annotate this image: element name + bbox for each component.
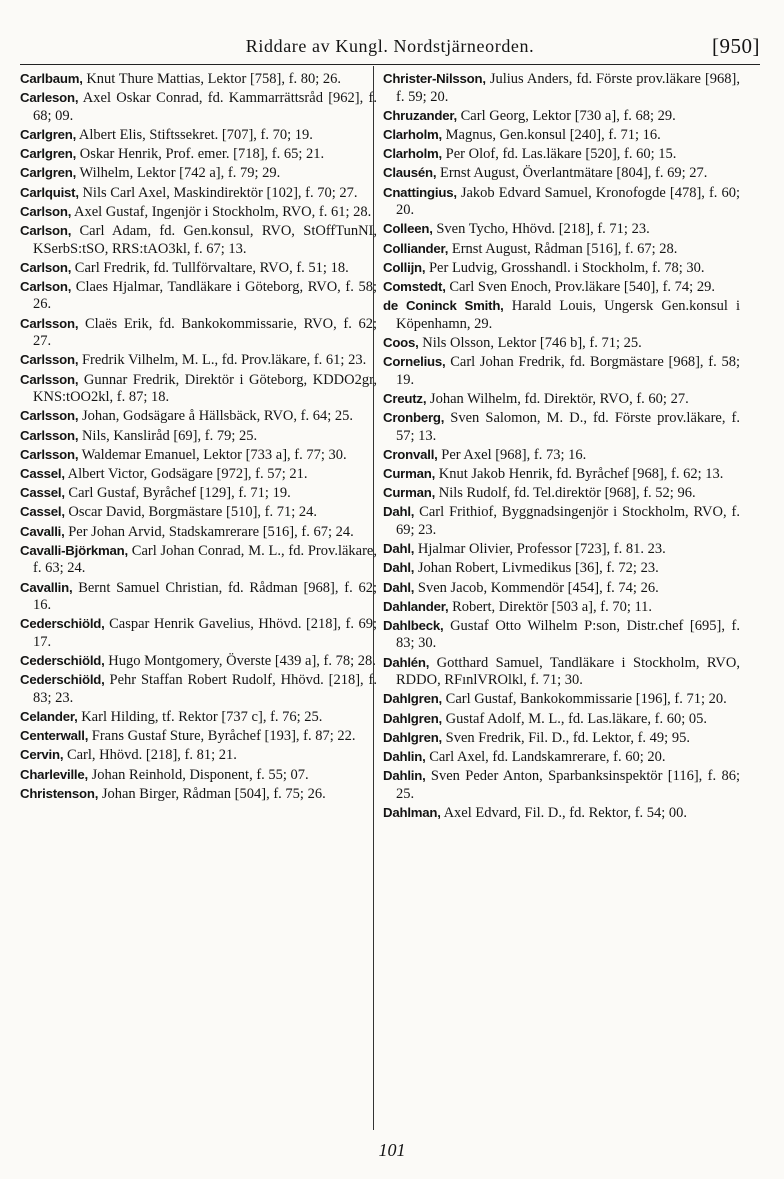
entry-details: Fredrik Vilhelm, M. L., fd. Prov.läkare, f. 61; 23.	[78, 352, 367, 369]
entry-details: Carl Johan Conrad, M. L., fd. Prov.läkare, f. 63; 24.	[33, 542, 377, 577]
register-entry	[20, 203, 377, 222]
register-entry	[383, 240, 740, 259]
register-entry	[20, 70, 377, 89]
entry-details: Magnus, Gen.konsul [240], f. 71; 16.	[442, 126, 661, 143]
entry-surname: Dahlgren,	[383, 691, 443, 707]
entry-details: Oscar David, Borgmästare [510], f. 71; 24.	[64, 504, 318, 521]
register-entry	[383, 598, 740, 617]
register-entry	[383, 220, 740, 239]
register-entry	[383, 484, 740, 503]
register-entry	[20, 766, 377, 785]
entry-surname: Dahl,	[383, 541, 415, 557]
entry-details: Frans Gustaf Sture, Byråchef [193], f. 87; 22.	[88, 728, 356, 745]
entry-surname: Carlsson,	[20, 371, 79, 387]
entry-details: Ernst August, Rådman [516], f. 67; 28.	[448, 240, 678, 257]
register-entry	[20, 671, 377, 707]
entry-details: Axel Gustaf, Ingenjör i Stockholm, RVO, f. 61; 28.	[71, 203, 372, 220]
entry-surname: Dahl,	[383, 579, 415, 595]
entry-surname: Chruzander,	[383, 107, 458, 123]
entry-details: Julius Anders, fd. Förste prov.läkare [968], f. 59; 20.	[396, 71, 740, 105]
entry-surname: Cavalli-Björkman,	[20, 542, 128, 558]
entry-details: Albert Victor, Godsägare [972], f. 57; 21.	[64, 465, 308, 482]
page-number: 101	[378, 1140, 406, 1160]
entry-details: Waldemar Emanuel, Lektor [733 a], f. 77; 30.	[78, 446, 347, 463]
register-entry	[20, 427, 377, 446]
entry-surname: Cederschiöld,	[20, 616, 105, 632]
register-entry	[383, 164, 740, 183]
register-entry	[20, 164, 377, 183]
entry-details: Knut Thure Mattias, Lektor [758], f. 80; 26.	[82, 71, 341, 87]
entry-details: Gustaf Otto Wilhelm P:son, Distr.chef [695], f. 83; 30.	[396, 617, 740, 652]
entry-details: Axel Edvard, Fil. D., fd. Rektor, f. 54; 00.	[440, 804, 688, 821]
register-entry	[383, 579, 740, 598]
entry-details: Ernst August, Överlantmätare [804], f. 69; 27.	[436, 165, 708, 182]
register-entry	[383, 390, 740, 409]
entry-surname: Coos,	[383, 334, 419, 350]
entry-surname: Carlgren,	[20, 146, 77, 162]
register-entry	[383, 767, 740, 803]
entry-surname: Cronvall,	[383, 446, 438, 462]
entry-surname: Dahlin,	[383, 749, 426, 764]
right-column	[383, 70, 740, 823]
register-entry	[383, 748, 740, 767]
register-entry	[20, 222, 377, 258]
entry-details: Carl Georg, Lektor [730 a], f. 68; 29.	[457, 107, 676, 124]
register-entry	[20, 746, 377, 765]
entry-details: Johan Wilhelm, fd. Direktör, RVO, f. 60; 27.	[426, 390, 689, 407]
entry-surname: Curman,	[383, 485, 436, 501]
entry-details: Karl Hilding, tf. Rektor [737 c], f. 76; 25.	[77, 709, 323, 726]
entry-surname: Carlson,	[20, 203, 72, 219]
entry-details: Nils Rudolf, fd. Tel.direktör [968], f. 52; 96.	[435, 485, 696, 502]
register-entry	[383, 465, 740, 484]
register-entry	[20, 542, 377, 578]
register-entry	[383, 70, 740, 106]
entry-surname: Clausén,	[383, 165, 437, 181]
column-divider	[373, 66, 374, 1130]
entry-details: Sven Salomon, M. D., fd. Förste prov.läkare, f. 57; 13.	[396, 410, 740, 444]
entry-surname: Carlsson,	[20, 446, 79, 462]
register-entry	[20, 727, 377, 746]
entry-details: Carl Johan Fredrik, fd. Borgmästare [968], f. 58; 19.	[396, 354, 740, 388]
register-entry	[20, 351, 377, 370]
entry-surname: Centerwall,	[20, 728, 89, 744]
entry-surname: Carlsson,	[20, 352, 79, 368]
register-entry	[383, 126, 740, 145]
entry-surname: Dahlén,	[383, 654, 430, 670]
entry-details: Gunnar Fredrik, Direktör i Göteborg, KDDO2gr, KNS:tOO2kl, f. 87; 18.	[33, 371, 377, 406]
register-entry	[383, 690, 740, 709]
entry-details: Gustaf Adolf, M. L., fd. Las.läkare, f. 60; 05.	[442, 710, 708, 727]
register-entry	[383, 710, 740, 729]
entry-surname: Carlson,	[20, 259, 72, 275]
entry-surname: Carlquist,	[20, 184, 79, 200]
entry-details: Caspar Henrik Gavelius, Hhövd. [218], f. 69; 17.	[33, 616, 377, 650]
entry-surname: Cnattingius,	[383, 184, 457, 200]
register-entry	[383, 259, 740, 278]
entry-details: Bernt Samuel Christian, fd. Rådman [968], f. 62; 16.	[33, 579, 377, 614]
entry-surname: Dahlander,	[383, 598, 449, 614]
entry-details: Per Ludvig, Grosshandl. i Stockholm, f. 78; 30.	[425, 259, 705, 276]
register-entry	[20, 615, 377, 651]
entry-details: Sven Peder Anton, Sparbanksinspektör [116], f. 86; 25.	[396, 768, 740, 802]
entry-surname: Carlsson,	[20, 408, 79, 424]
entry-surname: Christenson,	[20, 785, 99, 801]
page-header	[20, 34, 760, 60]
entry-surname: Carlsson,	[20, 315, 79, 331]
left-column	[20, 70, 377, 804]
entry-details: Gotthard Samuel, Tandläkare i Stockholm, RVO, RDDO, RFınlVROlkl, f. 71; 30.	[396, 654, 740, 689]
entry-details: Carl Gustaf, Byråchef [129], f. 71; 19.	[64, 485, 291, 502]
entry-surname: Carlson,	[20, 278, 72, 294]
entry-details: Nils Carl Axel, Maskindirektör [102], f. 70; 27.	[78, 184, 358, 201]
register-entry	[383, 409, 740, 445]
entry-details: Jakob Edvard Samuel, Kronofogde [478], f. 60; 20.	[396, 184, 740, 219]
entry-details: Pehr Staffan Robert Rudolf, Hhövd. [218], f. 83; 23.	[33, 672, 377, 706]
entry-details: Carl Frithiof, Byggnadsingenjör i Stockholm, RVO, f. 69; 23.	[396, 504, 740, 538]
register-entry	[20, 184, 377, 203]
entry-details: Harald Louis, Ungersk Gen.konsul i Köpenhamn, 29.	[396, 298, 741, 332]
register-entry	[383, 353, 740, 389]
entry-details: Albert Elis, Stiftssekret. [707], f. 70; 19.	[76, 126, 313, 143]
entry-details: Carl Adam, fd. Gen.konsul, RVO, StOffTunNI, KSerbS:tSO, RRS:tAO3kl, f. 67; 13.	[33, 222, 377, 257]
entry-surname: Cassel,	[20, 504, 65, 520]
register-entry	[20, 579, 377, 615]
entry-surname: Dahlbeck,	[383, 617, 444, 633]
entry-details: Johan Reinhold, Disponent, f. 55; 07.	[87, 766, 309, 783]
register-entry	[20, 785, 377, 804]
entry-surname: Colliander,	[383, 240, 449, 256]
entry-details: Johan, Godsägare å Hällsbäck, RVO, f. 64; 25.	[78, 408, 353, 425]
entry-surname: Cederschiöld,	[20, 672, 105, 688]
register-entry	[383, 503, 740, 539]
register-entry	[20, 523, 377, 542]
register-entry	[383, 297, 740, 333]
register-entry	[20, 465, 377, 484]
register-entry	[383, 145, 740, 164]
entry-details: Carl Sven Enoch, Prov.läkare [540], f. 74; 29.	[445, 278, 715, 295]
entry-details: Robert, Direktör [503 a], f. 70; 11.	[448, 598, 653, 615]
entry-surname: Clarholm,	[383, 146, 443, 162]
entry-surname: Dahlgren,	[383, 729, 443, 745]
entry-surname: Dahlgren,	[383, 710, 443, 726]
entry-surname: Cavallin,	[20, 579, 73, 595]
entry-surname: Creutz,	[383, 390, 427, 406]
register-entry	[383, 278, 740, 297]
entry-surname: Cronberg,	[383, 410, 445, 425]
register-entry	[383, 107, 740, 126]
register-entry	[383, 446, 740, 465]
entry-surname: Dahl,	[383, 504, 415, 520]
entry-surname: Carlgren,	[20, 126, 77, 142]
register-entry	[383, 617, 740, 653]
entry-details: Nils Olsson, Lektor [746 b], f. 71; 25.	[418, 334, 642, 351]
entry-surname: Cavalli,	[20, 523, 65, 539]
entry-details: Wilhelm, Lektor [742 a], f. 79; 29.	[76, 165, 281, 182]
register-entry	[20, 278, 377, 314]
entry-details: Hugo Montgomery, Överste [439 a], f. 78; 28.	[104, 653, 376, 670]
entry-surname: de Coninck Smith,	[383, 298, 504, 314]
entry-details: Axel Oskar Conrad, fd. Kammarrättsråd [962], f. 68; 09.	[33, 90, 377, 124]
header-rule	[20, 64, 760, 65]
entry-details: Per Johan Arvid, Stadskamrerare [516], f. 67; 24.	[64, 523, 354, 540]
register-entry	[383, 184, 740, 220]
register-entry	[20, 652, 377, 671]
register-entry	[20, 371, 377, 407]
entry-details: Carl Gustaf, Bankokommissarie [196], f. 71; 20.	[442, 691, 727, 708]
entry-surname: Curman,	[383, 465, 436, 481]
entry-details: Carl Axel, fd. Landskamrerare, f. 60; 20.	[425, 749, 666, 765]
entry-details: Per Axel [968], f. 73; 16.	[437, 446, 587, 463]
register-entry	[383, 559, 740, 578]
entry-details: Carl, Hhövd. [218], f. 81; 21.	[63, 747, 237, 764]
entry-surname: Dahlin,	[383, 768, 426, 784]
entry-surname: Dahlman,	[383, 804, 441, 820]
entry-surname: Comstedt,	[383, 278, 446, 294]
register-entry	[20, 484, 377, 503]
entry-surname: Clarholm,	[383, 126, 443, 142]
register-entry	[20, 407, 377, 426]
register-entry	[383, 654, 740, 690]
entry-surname: Charleville,	[20, 766, 88, 782]
register-entry	[20, 145, 377, 164]
register-entry	[20, 503, 377, 522]
entry-details: Carl Fredrik, fd. Tullförvaltare, RVO, f. 51; 18.	[71, 259, 349, 276]
register-entry	[20, 315, 377, 351]
register-entry	[20, 446, 377, 465]
section-number: [950]	[712, 34, 760, 58]
register-entry	[20, 126, 377, 145]
register-entry	[383, 729, 740, 748]
entry-surname: Dahl,	[383, 560, 415, 576]
entry-surname: Cornelius,	[383, 354, 446, 370]
entry-details: Hjalmar Olivier, Professor [723], f. 81. 23.	[414, 541, 666, 558]
entry-details: Oskar Henrik, Prof. emer. [718], f. 65; 21.	[76, 146, 325, 163]
entry-surname: Cassel,	[20, 465, 65, 481]
entry-details: Sven Tycho, Hhövd. [218], f. 71; 23.	[432, 221, 650, 238]
entry-surname: Christer-Nilsson,	[383, 71, 486, 86]
entry-surname: Collijn,	[383, 259, 426, 275]
entry-surname: Colleen,	[383, 221, 433, 237]
register-entry	[383, 334, 740, 353]
register-entry	[383, 540, 740, 559]
entry-details: Nils, Kansliråd [69], f. 79; 25.	[78, 427, 258, 444]
entry-details: Johan Robert, Livmedikus [36], f. 72; 23.	[414, 560, 659, 577]
entry-surname: Cervin,	[20, 747, 64, 763]
entry-surname: Cassel,	[20, 485, 65, 501]
entry-details: Per Olof, fd. Las.läkare [520], f. 60; 15.	[442, 146, 677, 163]
entry-details: Knut Jakob Henrik, fd. Byråchef [968], f. 62; 13.	[435, 465, 724, 482]
entry-surname: Carlsson,	[20, 427, 79, 443]
entry-surname: Carlson,	[20, 222, 72, 238]
entry-details: Claës Erik, fd. Bankokommissarie, RVO, f. 62; 27.	[33, 315, 377, 350]
running-title: Riddare av Kungl. Nordstjärneorden.	[245, 36, 535, 56]
entry-surname: Carleson,	[20, 90, 79, 106]
entry-details: Sven Fredrik, Fil. D., fd. Lektor, f. 49; 95.	[442, 729, 690, 746]
entry-surname: Carlbaum,	[20, 71, 83, 86]
entry-surname: Celander,	[20, 709, 78, 725]
register-entry	[383, 804, 740, 823]
register-entry	[20, 89, 377, 125]
entry-surname: Carlgren,	[20, 165, 77, 181]
entry-details: Claes Hjalmar, Tandläkare i Göteborg, RVO, f. 58; 26.	[33, 278, 377, 313]
entry-surname: Cederschiöld,	[20, 653, 105, 669]
register-entry	[20, 708, 377, 727]
entry-details: Johan Birger, Rådman [504], f. 75; 26.	[98, 785, 326, 802]
register-entry	[20, 259, 377, 278]
entry-details: Sven Jacob, Kommendör [454], f. 74; 26.	[414, 579, 659, 596]
